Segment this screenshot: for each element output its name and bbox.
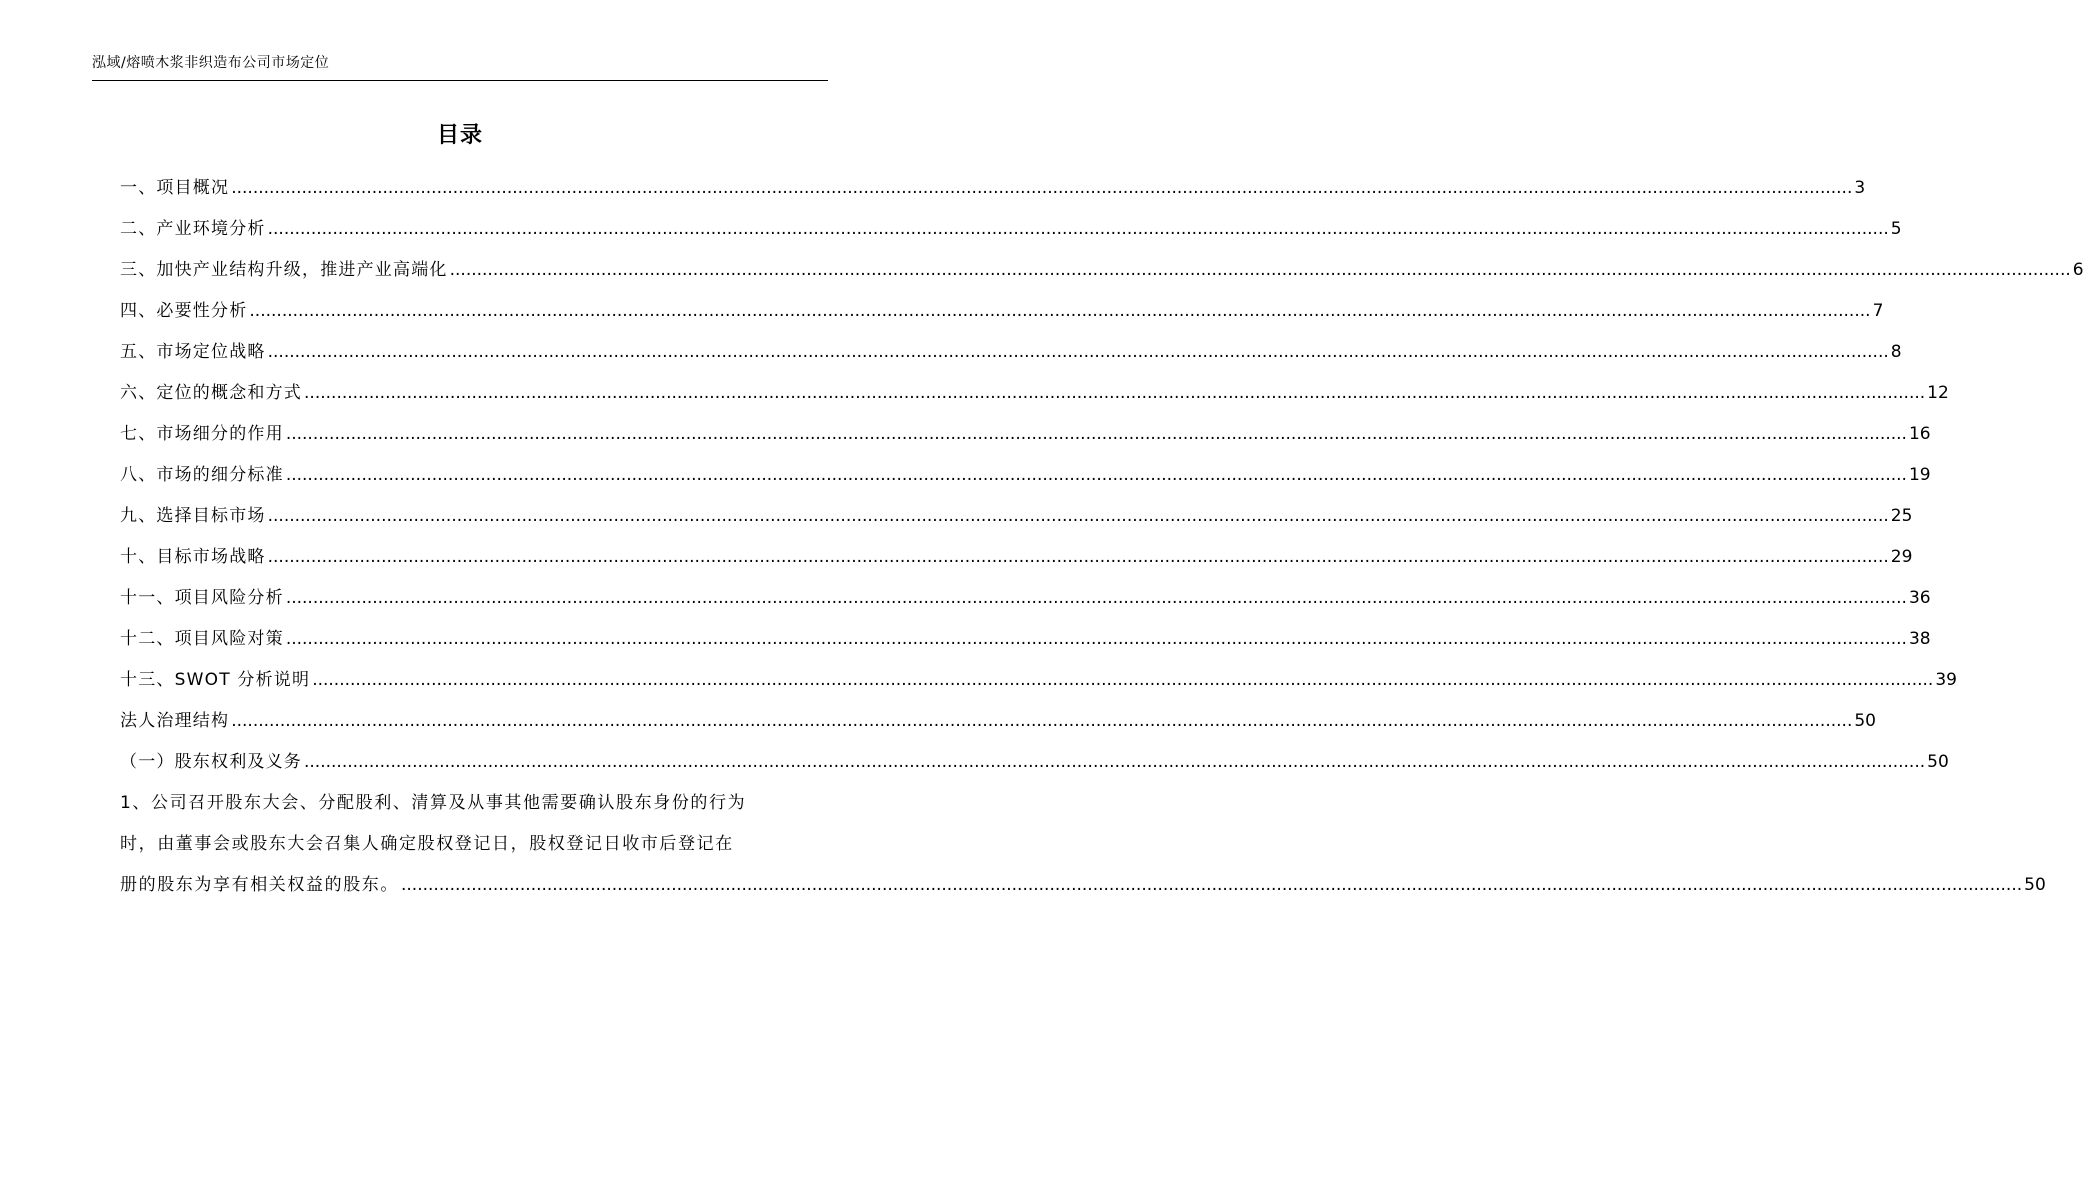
toc-entry-label: （一）股东权利及义务 bbox=[120, 752, 302, 772]
toc-leader-dots: ............................................................................................................................................................................................................................................................................................................ bbox=[304, 383, 1926, 403]
toc-entry-number: 九、 bbox=[120, 506, 157, 526]
toc-leader-dots: ............................................................................................................................................................................................................................................................................................................ bbox=[285, 629, 1907, 649]
toc-entry[interactable] bbox=[120, 701, 1876, 742]
toc-entry[interactable] bbox=[120, 373, 1949, 414]
toc-page-number: 3 bbox=[1854, 178, 1866, 198]
toc-entry-label: 选择目标市场 bbox=[156, 506, 266, 526]
toc-leader-dots: ............................................................................................................................................................................................................................................................................................................ bbox=[401, 875, 2023, 895]
toc-leader-dots: ............................................................................................................................................................................................................................................................................................................ bbox=[267, 506, 1889, 526]
toc-entry-number: 四、 bbox=[120, 301, 157, 321]
toc-entry-number: 八、 bbox=[120, 465, 157, 485]
toc-entry[interactable] bbox=[120, 578, 1931, 619]
toc-entry-label: 必要性分析 bbox=[156, 301, 248, 321]
toc-leader-dots: ............................................................................................................................................................................................................................................................................................................ bbox=[267, 219, 1889, 239]
toc-entry-label: 项目风险对策 bbox=[174, 629, 284, 649]
toc-leader-dots: ............................................................................................................................................................................................................................................................................................................ bbox=[449, 260, 2071, 280]
toc-entry[interactable] bbox=[120, 209, 1902, 250]
toc-entry-number: 十、 bbox=[120, 547, 157, 567]
toc-entry-label: 目标市场战略 bbox=[156, 547, 266, 567]
header-rule bbox=[92, 80, 828, 81]
toc-entry[interactable] bbox=[120, 742, 1949, 783]
toc-long-line-1: 1、公司召开股东大会、分配股利、清算及从事其他需要确认股东身份的行为 bbox=[120, 793, 747, 813]
toc-entry-number: 十二、 bbox=[120, 629, 175, 649]
toc-entry-label: 产业环境分析 bbox=[156, 219, 266, 239]
toc-entry-number: 六、 bbox=[120, 383, 157, 403]
toc-entry[interactable] bbox=[120, 414, 1931, 455]
toc-entry[interactable] bbox=[120, 455, 1931, 496]
toc-entry-label: 加快产业结构升级，推进产业高端化 bbox=[156, 260, 448, 280]
table-of-contents bbox=[120, 168, 2084, 906]
toc-entry[interactable] bbox=[120, 496, 1913, 537]
toc-leader-dots: ............................................................................................................................................................................................................................................................................................................ bbox=[267, 547, 1889, 567]
toc-long-line-3: 册的股东为享有相关权益的股东。 bbox=[120, 875, 399, 895]
toc-page-number: 50 bbox=[2024, 875, 2046, 895]
toc-page-number: 25 bbox=[1890, 506, 1913, 526]
toc-page-number: 16 bbox=[1908, 424, 1931, 444]
toc-entry-label: 市场定位战略 bbox=[156, 342, 266, 362]
toc-entry[interactable] bbox=[120, 168, 1866, 209]
toc-page-number: 12 bbox=[1927, 383, 1949, 403]
toc-entry-number: 三、 bbox=[120, 260, 157, 280]
toc-page-number: 6 bbox=[2072, 260, 2084, 280]
toc-page-number: 8 bbox=[1890, 342, 1902, 362]
toc-page-number: 36 bbox=[1908, 588, 1931, 608]
toc-leader-dots: ............................................................................................................................................................................................................................................................................................................ bbox=[231, 178, 1853, 198]
toc-entry-label: 项目概况 bbox=[156, 178, 230, 198]
toc-entry-number: 二、 bbox=[120, 219, 157, 239]
toc-page-number: 38 bbox=[1908, 629, 1931, 649]
toc-leader-dots: ............................................................................................................................................................................................................................................................................................................ bbox=[231, 711, 1853, 731]
toc-entry-label: 市场的细分标准 bbox=[156, 465, 284, 485]
toc-leader-dots: ............................................................................................................................................................................................................................................................................................................ bbox=[285, 424, 1907, 444]
toc-page-number: 50 bbox=[1927, 752, 1949, 772]
toc-entry[interactable] bbox=[120, 619, 1931, 660]
toc-entry-label: 市场细分的作用 bbox=[156, 424, 284, 444]
toc-entry[interactable] bbox=[120, 291, 1884, 332]
toc-leader-dots: ............................................................................................................................................................................................................................................................................................................ bbox=[285, 588, 1907, 608]
toc-page-number: 7 bbox=[1872, 301, 1884, 321]
toc-leader-dots: ............................................................................................................................................................................................................................................................................................................ bbox=[249, 301, 1871, 321]
toc-long-line-2: 时，由董事会或股东大会召集人确定股权登记日，股权登记日收市后登记在 bbox=[120, 834, 734, 854]
toc-entry[interactable] bbox=[120, 332, 1902, 373]
page-title: 目录 bbox=[436, 123, 483, 148]
toc-page-number: 5 bbox=[1890, 219, 1902, 239]
toc-entry[interactable] bbox=[120, 250, 2084, 291]
toc-page-number: 29 bbox=[1890, 547, 1913, 567]
toc-entry-number: 五、 bbox=[120, 342, 157, 362]
toc-entry[interactable] bbox=[120, 660, 1957, 701]
toc-entry-number: 七、 bbox=[120, 424, 157, 444]
toc-leader-dots: ............................................................................................................................................................................................................................................................................................................ bbox=[312, 670, 1934, 690]
toc-leader-dots: ............................................................................................................................................................................................................................................................................................................ bbox=[304, 752, 1926, 772]
toc-page-number: 50 bbox=[1854, 711, 1876, 731]
toc-entry[interactable] bbox=[120, 537, 1913, 578]
toc-leader-dots: ............................................................................................................................................................................................................................................................................................................ bbox=[285, 465, 1907, 485]
toc-entry-number: 十一、 bbox=[120, 588, 175, 608]
toc-page-number: 39 bbox=[1935, 670, 1957, 690]
toc-entry-label: 定位的概念和方式 bbox=[156, 383, 303, 403]
toc-entry-label: SWOT 分析说明 bbox=[174, 670, 311, 690]
toc-entry-number: 一、 bbox=[120, 178, 157, 198]
toc-entry-label: 法人治理结构 bbox=[120, 711, 230, 731]
toc-leader-dots: ............................................................................................................................................................................................................................................................................................................ bbox=[267, 342, 1889, 362]
toc-entry-long[interactable] bbox=[120, 783, 2046, 906]
toc-entry-number: 十三、 bbox=[120, 670, 175, 690]
toc-entry-label: 项目风险分析 bbox=[174, 588, 284, 608]
page-header: 泓域/熔喷木浆非织造布公司市场定位 bbox=[92, 55, 330, 71]
toc-page-number: 19 bbox=[1908, 465, 1931, 485]
